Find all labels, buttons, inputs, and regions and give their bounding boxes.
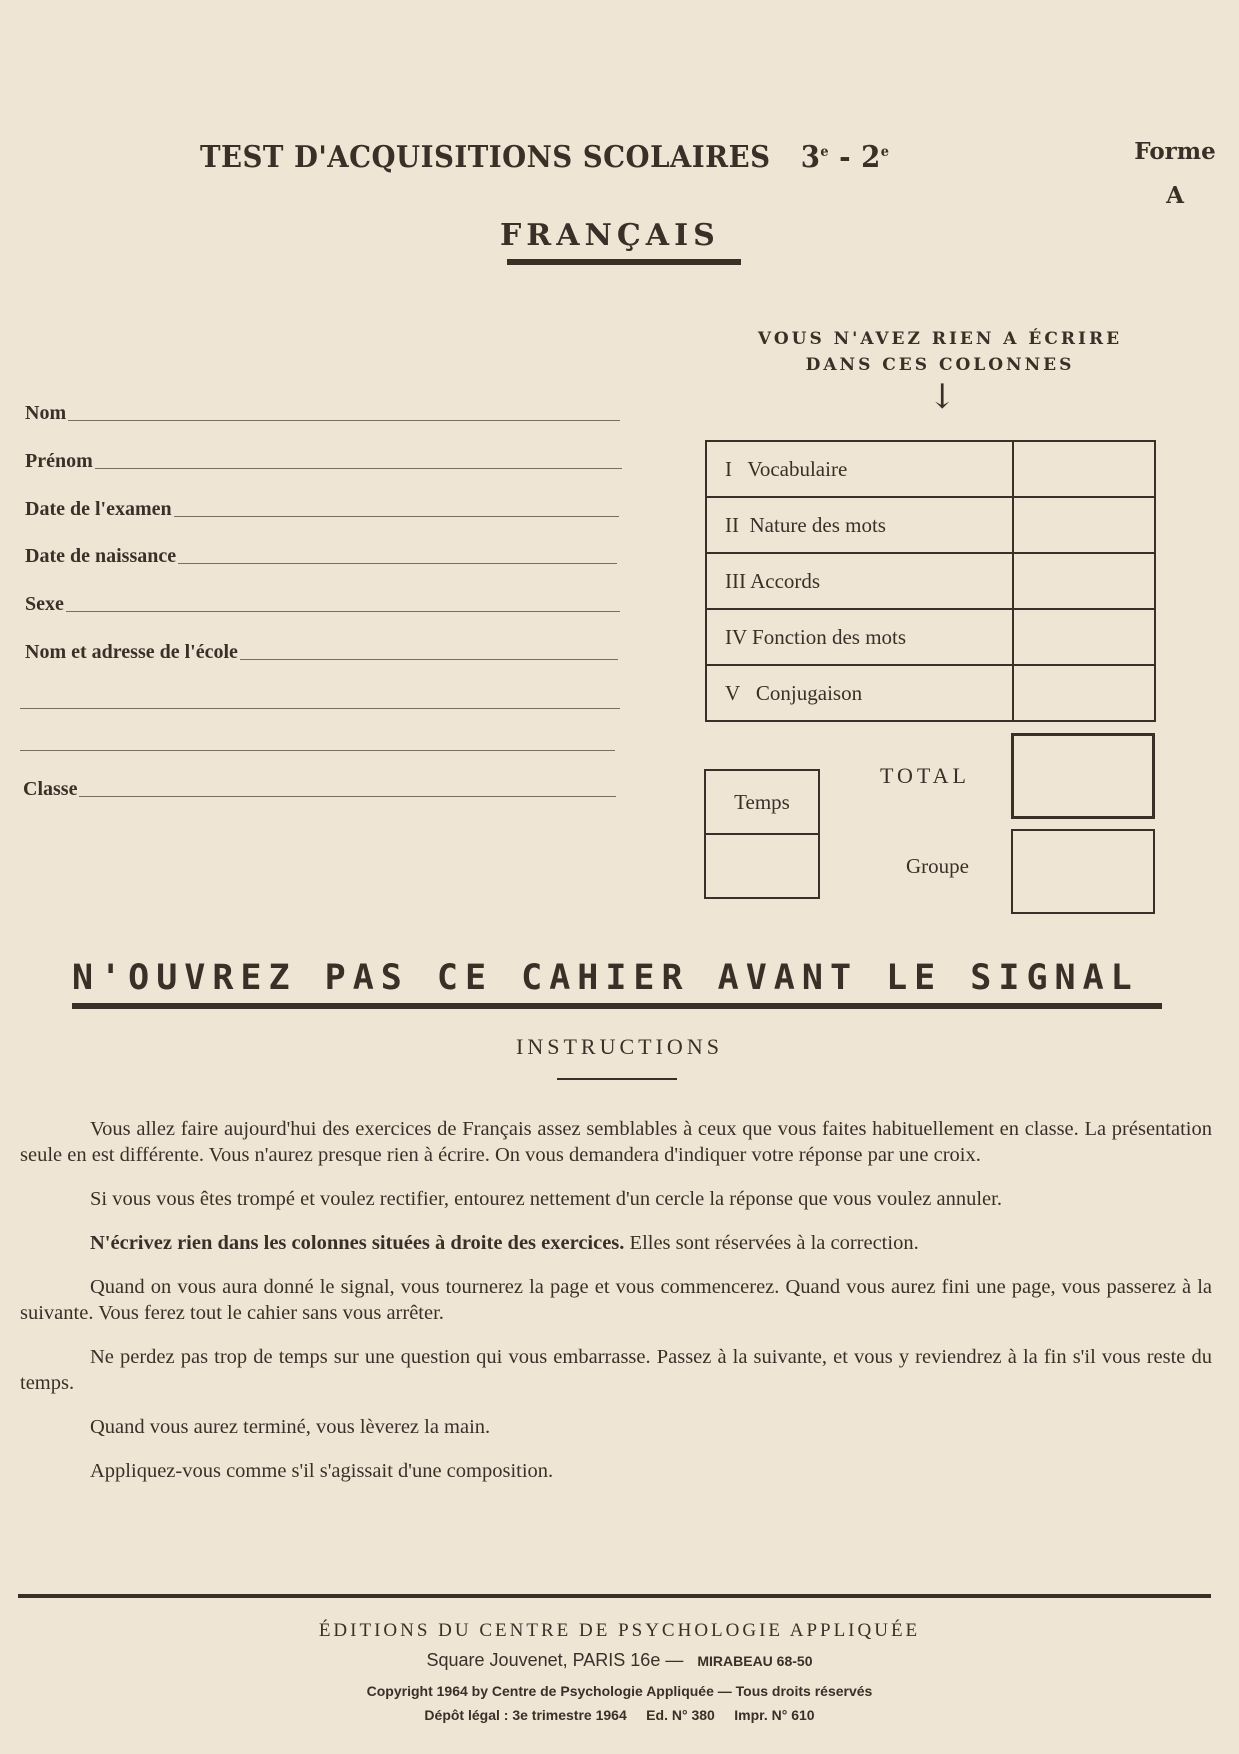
temps-value-box [704, 835, 820, 899]
phone-text: MIRABEAU 68-50 [697, 1653, 813, 1669]
field-line[interactable] [174, 515, 619, 517]
field-label: Nom [25, 402, 67, 424]
instruction-paragraph: Si vous vous êtes trompé et voulez rectifier, entourez nettement d'un cercle la réponse que vous voulez annuler. [90, 1188, 1002, 1210]
section-num: II [725, 512, 739, 537]
score-row-nature [706, 497, 1155, 553]
columns-notice [730, 326, 1150, 378]
total-label: TOTAL [880, 763, 970, 788]
section-name: Fonction des mots [752, 624, 907, 649]
instructions-body [20, 1116, 1212, 1502]
score-row-accords [706, 553, 1155, 609]
instruction-paragraph [20, 1230, 1212, 1256]
document-title [200, 140, 889, 175]
address-text: Square Jouvenet, PARIS 16e — [426, 1650, 684, 1670]
section-num: I [725, 456, 732, 481]
section-name: Accords [750, 568, 821, 593]
section-name: Conjugaison [755, 680, 863, 705]
field-label: Nom et adresse de l'école [25, 641, 238, 663]
score-row-vocabulaire [706, 441, 1155, 497]
score-label [706, 665, 1013, 721]
section-num: V [725, 680, 741, 705]
level-b: 2 [861, 140, 881, 175]
field-label: Date de l'examen [25, 498, 172, 520]
field-label: Sexe [25, 593, 64, 615]
subject-title: FRANÇAIS [500, 218, 720, 253]
score-label [706, 609, 1013, 665]
section-num: III [725, 568, 746, 593]
total-box [1011, 733, 1155, 819]
level-a: 3 [800, 140, 821, 175]
field-line[interactable] [66, 610, 620, 612]
arrow-down-icon: ↓ [928, 377, 957, 417]
score-label [706, 497, 1013, 553]
temps-box [704, 769, 820, 899]
score-box [1013, 441, 1155, 497]
score-table [705, 440, 1156, 722]
title-text: TEST D'ACQUISITIONS SCOLAIRES [200, 140, 771, 175]
field-line[interactable] [178, 562, 617, 564]
instructions-title: INSTRUCTIONS [516, 1034, 723, 1059]
field-label: Prénom [25, 450, 93, 472]
section-name: Nature des mots [749, 512, 886, 537]
notice-line-2: DANS CES COLONNES [805, 355, 1075, 375]
score-box [1013, 665, 1155, 721]
groupe-box [1011, 829, 1155, 914]
warning-rule [72, 1003, 1162, 1009]
field-ecole[interactable] [25, 641, 618, 664]
instructions-underline [557, 1078, 677, 1080]
field-label: Classe [23, 778, 78, 800]
instruction-rest: Elles sont réservées à la correction. [624, 1232, 919, 1254]
instruction-paragraph: Ne perdez pas trop de temps sur une question qui vous embarrasse. Passez à la suivante, et vous y reviendrez à la fin s'il vous reste du temps. [20, 1346, 1212, 1394]
instruction-paragraph: Appliquez-vous comme s'il s'agissait d'une composition. [90, 1460, 554, 1482]
field-line[interactable] [95, 467, 622, 469]
field-line[interactable] [240, 658, 618, 660]
notice-line-1: VOUS N'AVEZ RIEN A ÉCRIRE [757, 329, 1123, 349]
score-label [706, 553, 1013, 609]
instruction-bold: N'écrivez rien dans les colonnes situées à droite des exercices. [90, 1232, 625, 1254]
field-date-examen[interactable] [25, 498, 619, 521]
temps-label: Temps [704, 769, 820, 835]
score-box [1013, 609, 1155, 665]
groupe-label: Groupe [906, 854, 969, 878]
level-b-sup: e [880, 144, 890, 160]
forme-value: A [1166, 182, 1184, 209]
footer-rule [18, 1594, 1211, 1598]
footer-copyright: Copyright 1964 by Centre de Psychologie Appliquée — Tous droits réservés [366, 1683, 873, 1699]
field-ecole-line-3[interactable] [20, 750, 615, 751]
footer-address [0, 1650, 1239, 1671]
forme-label: Forme [1134, 138, 1216, 165]
level-a-sup: e [820, 144, 830, 160]
field-line[interactable] [79, 795, 616, 797]
instruction-paragraph: Vous allez faire aujourd'hui des exercices de Français assez semblables à ceux que vous faites habituellement en classe. La présentation seule en est différente. Vous n'aurez presque rien à écrire. On vous demandera d'indiquer votre réponse par une croix. [20, 1118, 1212, 1166]
score-row-conjugaison [706, 665, 1155, 721]
field-sexe[interactable] [25, 593, 620, 616]
field-ecole-line-2[interactable] [20, 708, 620, 709]
score-box [1013, 553, 1155, 609]
score-label [706, 441, 1013, 497]
field-prenom[interactable] [25, 450, 622, 473]
field-line[interactable] [68, 419, 620, 421]
field-nom[interactable] [25, 402, 620, 425]
instruction-paragraph: Quand on vous aura donné le signal, vous tournerez la page et vous commencerez. Quand vous aurez fini une page, vous passerez à la suivante. Vous ferez tout le cahier sans vous arrêter. [20, 1276, 1212, 1324]
field-date-naissance[interactable] [25, 545, 617, 568]
field-label: Date de naissance [25, 545, 177, 567]
section-num: IV [725, 624, 747, 649]
warning-heading: N'OUVREZ PAS CE CAHIER AVANT LE SIGNAL [72, 958, 1139, 998]
score-box [1013, 497, 1155, 553]
level-sep: - [839, 140, 852, 175]
footer-publisher: ÉDITIONS DU CENTRE DE PSYCHOLOGIE APPLIQUÉE [318, 1620, 921, 1641]
score-row-fonction [706, 609, 1155, 665]
footer-depot: Dépôt légal : 3e trimestre 1964 Ed. N° 380 Impr. N° 610 [424, 1707, 815, 1723]
section-name: Vocabulaire [747, 456, 848, 481]
field-classe[interactable] [23, 778, 616, 801]
instruction-paragraph: Quand vous aurez terminé, vous lèverez la main. [90, 1416, 491, 1438]
forme-block [1120, 130, 1230, 218]
subject-underline [507, 259, 741, 265]
